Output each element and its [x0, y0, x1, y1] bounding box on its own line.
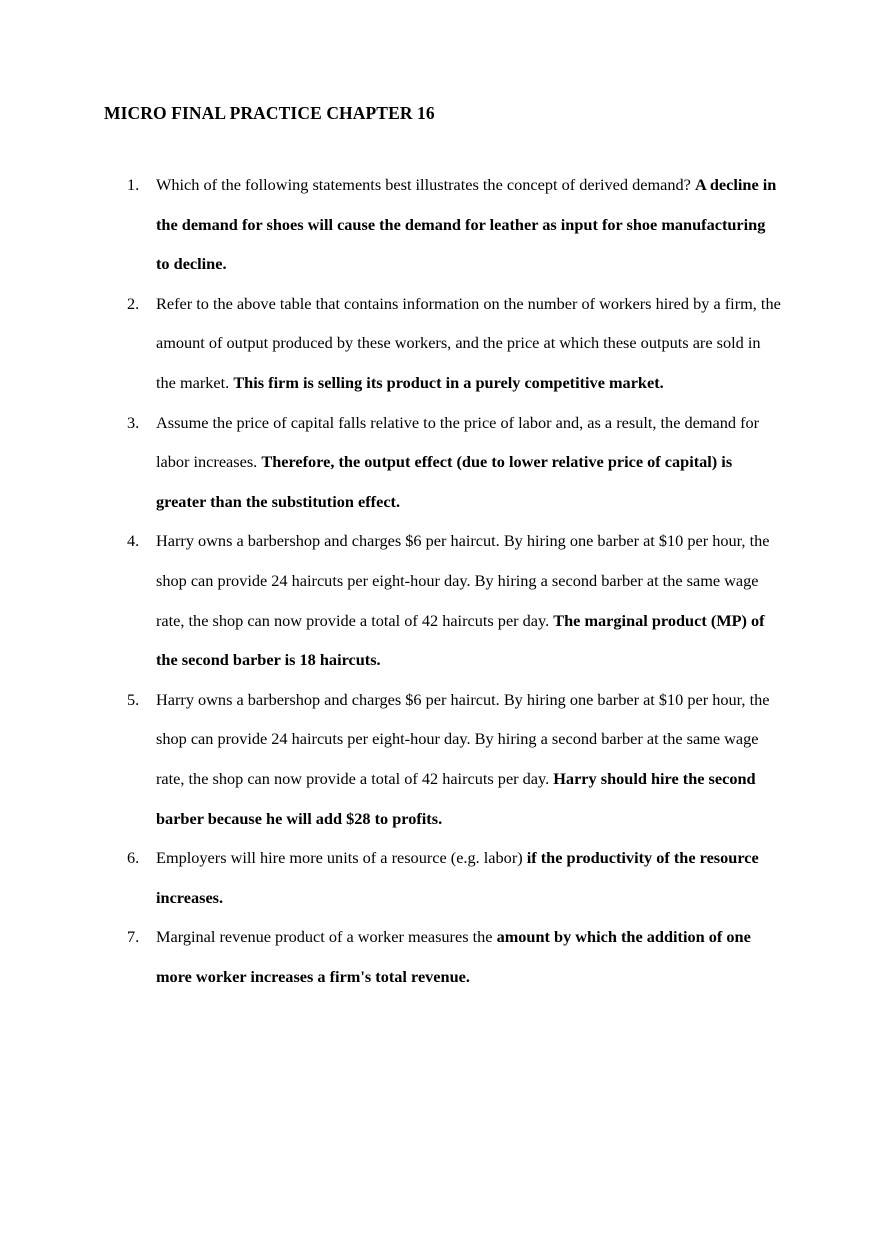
question-prompt: Refer to the above table that contains information on the number of workers hired by a firm, the amount of output produced by these workers, and the price at which these outputs are sold in the market. — [156, 293, 781, 392]
question-list — [0, 165, 880, 996]
question-answer: if the productivity of the resource increases. — [156, 848, 759, 907]
question-answer: This firm is selling its product in a purely competitive market. — [233, 372, 664, 392]
question-number: 5. — [127, 689, 140, 709]
question-answer: amount by which the addition of one more worker increases a firm's total revenue. — [156, 927, 751, 986]
question-answer: Harry should hire the second barber because he will add $28 to profits. — [156, 768, 756, 828]
question-number: 3. — [127, 412, 140, 432]
document-title: MICRO FINAL PRACTICE CHAPTER 16 — [104, 103, 435, 123]
question-prompt: Harry owns a barbershop and charges $6 per haircut. By hiring one barber at $10 per hour, the shop can provide 24 haircuts per eight-hour day. By hiring a second barber at the same wage rate, the shop can now provide a total of 42 haircuts per day. — [156, 689, 770, 788]
question-prompt: Which of the following statements best illustrates the concept of derived demand? — [156, 175, 695, 194]
question-item-1 — [0, 165, 782, 284]
question-prompt: Marginal revenue product of a worker measures the — [156, 927, 497, 947]
question-number: 7. — [127, 927, 140, 947]
question-number: 4. — [127, 531, 140, 551]
question-prompt: Harry owns a barbershop and charges $6 per haircut. By hiring one barber at $10 per hour, the shop can provide 24 haircuts per eight-hour day. By hiring a second barber at the same wage rate, the shop can now provide a total of 42 haircuts per day. — [156, 531, 770, 630]
question-prompt: Assume the price of capital falls relative to the price of labor and, as a result, the demand for labor increases. — [156, 412, 760, 472]
question-item-6 — [0, 838, 782, 917]
question-item-2 — [0, 284, 782, 403]
question-item-7 — [0, 917, 782, 996]
question-item-4 — [0, 521, 782, 679]
question-answer: The marginal product (MP) of the second barber is 18 haircuts. — [156, 610, 765, 670]
question-number: 6. — [127, 848, 140, 868]
question-prompt: Employers will hire more units of a resource (e.g. labor) — [156, 848, 527, 868]
question-answer: Therefore, the output effect (due to lower relative price of capital) is greater than the substitution effect. — [156, 452, 733, 511]
question-item-3 — [0, 403, 782, 522]
question-item-5 — [0, 680, 782, 838]
question-number: 1. — [127, 175, 140, 194]
question-number: 2. — [127, 293, 140, 313]
question-answer: A decline in the demand for shoes will cause the demand for leather as input for shoe manufacturing to decline. — [156, 175, 777, 274]
